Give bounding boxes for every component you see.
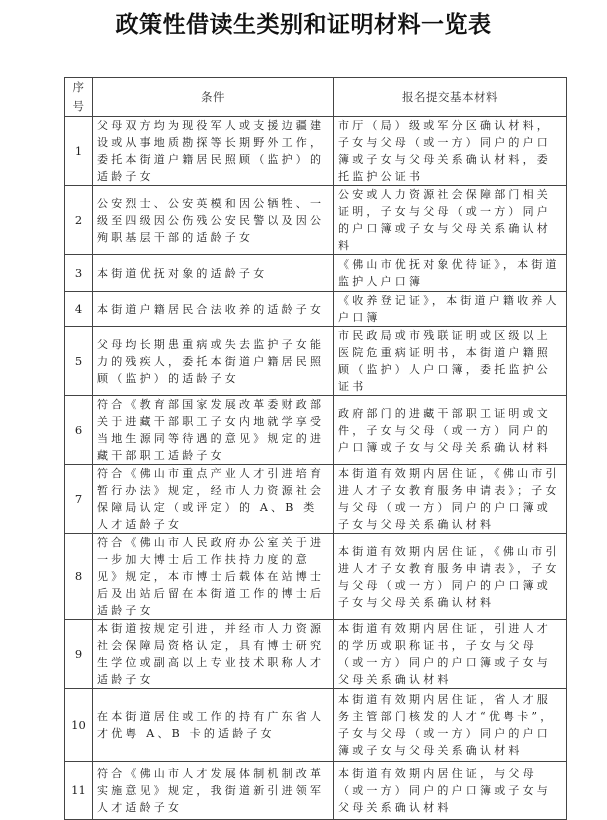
row-condition: 父母均长期患重病或失去监护子女能力的残疾人，委托本街道户籍居民照顾（监护）的适龄子女 [93,327,334,396]
row-condition: 符合《佛山市人民政府办公室关于进一步加大博士后工作扶持力度的意见》规定，本市博士后载体在站博士后及出站后留在本街道工作的博士后适龄子女 [93,534,334,620]
row-number: 2 [65,186,93,255]
row-materials: 公安或人力资源社会保障部门相关证明，子女与父母（或一方）同户的户口簿或子女与父母关系确认材料 [334,186,567,255]
row-condition: 公安烈士、公安英模和因公牺牲、一级至四级因公伤残公安民警以及因公殉职基层干部的适龄子女 [93,186,334,255]
row-materials: 政府部门的进藏干部职工证明或文件，子女与父母（或一方）同户的户口簿或子女与父母关系确认材料 [334,396,567,465]
row-condition: 符合《佛山市人才发展体制机制改革实施意见》规定，我街道新引进领军人才适龄子女 [93,762,334,820]
table-row [65,186,567,255]
table-row [65,396,567,465]
table-row [65,689,567,762]
row-number: 6 [65,396,93,465]
row-materials: 本街道有效期内居住证，《佛山市引进人才子女教育服务申请表》，子女与父母（或一方）同户的户口簿或子女与父母关系确认材料 [334,534,567,620]
table-row [65,255,567,292]
row-materials: 市厅（局）级或军分区确认材料，子女与父母（或一方）同户的户口簿或子女与父母关系确认材料，委托监护公证书 [334,117,567,186]
row-condition: 符合《佛山市重点产业人才引进培育暂行办法》规定，经市人力资源社会保障局认定（或评定）的 A、B 类人才适龄子女 [93,465,334,534]
row-number: 8 [65,534,93,620]
document-title: 政策性借读生类别和证明材料一览表 [115,11,492,38]
row-condition: 符合《教育部国家发展改革委财政部关于进藏干部职工子女内地就学享受当地生源同等待遇的意见》规定的进藏干部职工适龄子女 [93,396,334,465]
row-number: 1 [65,117,93,186]
row-materials: 市民政局或市残联证明或区级以上医院危重病证明书，本街道户籍照顾（监护）人户口簿，委托监护公证书 [334,327,567,396]
header-materials: 报名提交基本材料 [334,78,567,117]
row-materials: 本街道有效期内居住证，与父母（或一方）同户的户口簿或子女与父母关系确认材料 [334,762,567,820]
row-condition: 本街道按规定引进，并经市人力资源社会保障局资格认定，具有博士研究生学位或副高以上专业技术职称人才适龄子女 [93,620,334,689]
row-condition: 本街道优抚对象的适龄子女 [93,255,334,292]
row-materials: 《佛山市优抚对象优待证》，本街道监护人户口簿 [334,255,567,292]
row-materials: 本街道有效期内居住证，省人才服务主管部门核发的人才“优粤卡”，子女与父母（或一方）同户的户口簿或子女与父母关系确认材料 [334,689,567,762]
row-number: 4 [65,292,93,327]
table-row [65,620,567,689]
row-condition: 父母双方均为现役军人或支援边疆建设或从事地质勘探等长期野外工作，委托本街道户籍居民照顾（监护）的适龄子女 [93,117,334,186]
row-number: 9 [65,620,93,689]
row-condition: 本街道户籍居民合法收养的适龄子女 [93,292,334,327]
table-row [65,292,567,327]
row-materials: 《收养登记证》，本街道户籍收养人户口簿 [334,292,567,327]
table-header-row [65,78,567,117]
policy-table [64,77,567,820]
header-number: 序号 [65,78,93,117]
row-materials: 本街道有效期内居住证，引进人才的学历或职称证书，子女与父母（或一方）同户的户口簿或子女与父母关系确认材料 [334,620,567,689]
header-condition: 条件 [93,78,334,117]
table-row [65,327,567,396]
table-row [65,534,567,620]
row-number: 5 [65,327,93,396]
row-number: 3 [65,255,93,292]
row-number: 7 [65,465,93,534]
row-number: 11 [65,762,93,820]
table-row [65,762,567,820]
row-condition: 在本街道居住或工作的持有广东省人才优粤 A、B 卡的适龄子女 [93,689,334,762]
table-row [65,117,567,186]
row-number: 10 [65,689,93,762]
row-materials: 本街道有效期内居住证，《佛山市引进人才子女教育服务申请表》；子女与父母（或一方）同户的户口簿或子女与父母关系确认材料 [334,465,567,534]
table-row [65,465,567,534]
